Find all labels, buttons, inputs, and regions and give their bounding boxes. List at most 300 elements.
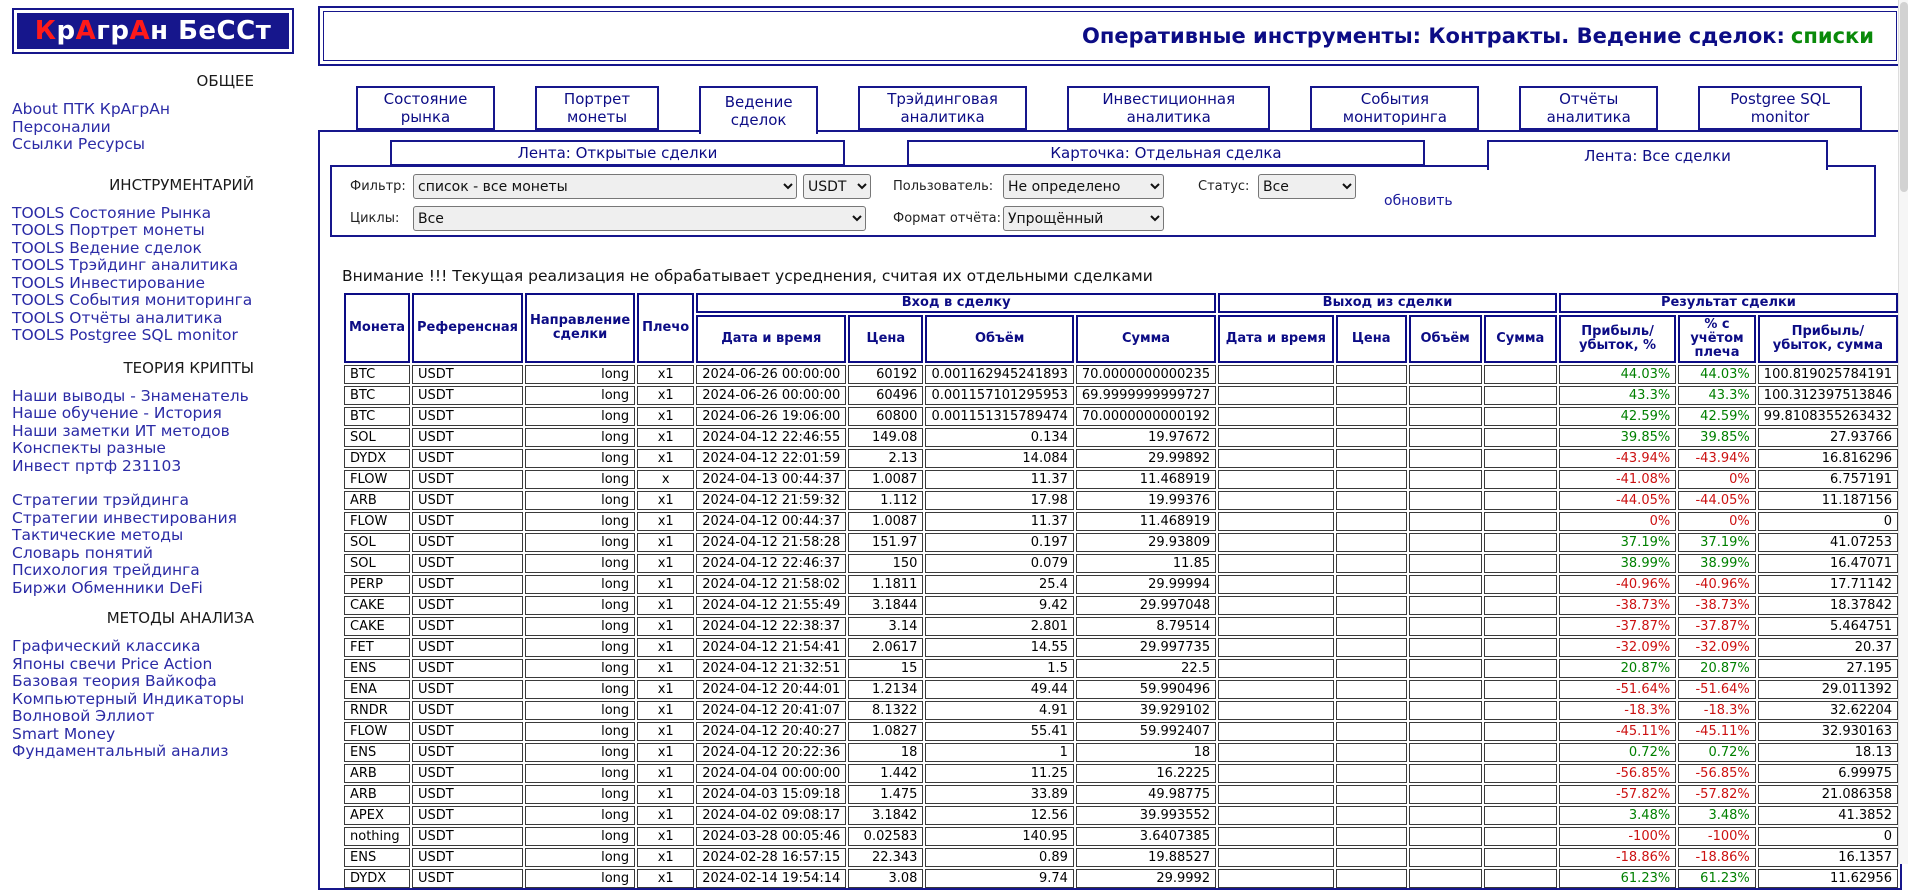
tab-6[interactable]: События мониторинга	[1310, 86, 1479, 130]
table-cell: 2024-04-12 00:44:37	[696, 512, 846, 531]
table-cell	[1484, 827, 1557, 846]
table-cell: 151.97	[848, 533, 923, 552]
table-cell: 0.079	[925, 554, 1073, 573]
table-cell	[1409, 638, 1482, 657]
table-cell: 1.112	[848, 491, 923, 510]
table-cell	[1484, 659, 1557, 678]
table-cell: 29.93809	[1076, 533, 1216, 552]
table-cell: -44.05%	[1678, 491, 1756, 510]
table-cell	[1218, 407, 1334, 426]
page-title	[1082, 24, 1874, 48]
table-cell: 3.08	[848, 869, 923, 888]
table-cell: 2024-04-12 21:59:32	[696, 491, 846, 510]
table-cell: 49.44	[925, 680, 1073, 699]
table-cell: 69.9999999999727	[1076, 386, 1216, 405]
table-cell	[1218, 512, 1334, 531]
table-cell: -44.05%	[1559, 491, 1676, 510]
table-cell: -51.64%	[1678, 680, 1756, 699]
table-cell: 0.001162945241893	[925, 365, 1073, 384]
table-cell: 6.99975	[1758, 764, 1898, 783]
table-cell: 2024-04-12 21:55:49	[696, 596, 846, 615]
table-cell: 70.0000000000192	[1076, 407, 1216, 426]
table-cell: long	[525, 533, 635, 552]
tab-3[interactable]: Ведение сделок	[699, 86, 818, 134]
sidebar-section-heading: ТЕОРИЯ КРИПТЫ	[123, 358, 254, 377]
table-cell: 41.07253	[1758, 533, 1898, 552]
table-cell: 39.929102	[1076, 701, 1216, 720]
table-cell: -43.94%	[1678, 449, 1756, 468]
table-cell: long	[525, 596, 635, 615]
table-cell: USDT	[412, 659, 523, 678]
table-cell: nothing	[344, 827, 410, 846]
table-cell: long	[525, 491, 635, 510]
table-cell: 3.1844	[848, 596, 923, 615]
sidebar-link[interactable]: TOOLS Отчёты аналитика	[12, 308, 223, 327]
table-row	[344, 869, 1898, 888]
table-cell: 2024-04-12 22:38:37	[696, 617, 846, 636]
table-cell	[1409, 869, 1482, 888]
table-cell: SOL	[344, 428, 410, 447]
table-cell: 1.475	[848, 785, 923, 804]
table-cell: long	[525, 806, 635, 825]
subtab-2[interactable]: Карточка: Отдельная сделка	[907, 140, 1425, 166]
table-cell	[1218, 533, 1334, 552]
table-cell	[1409, 701, 1482, 720]
sidebar-link[interactable]: About ПТК КрАгрАн	[12, 100, 170, 118]
table-cell	[1218, 386, 1334, 405]
table-cell: long	[525, 785, 635, 804]
table-cell: RNDR	[344, 701, 410, 720]
table-cell: 3.14	[848, 617, 923, 636]
table-cell	[1484, 701, 1557, 720]
table-row	[344, 554, 1898, 573]
table-cell: ENS	[344, 659, 410, 678]
app-logo[interactable]	[12, 8, 294, 54]
table-cell: 2.801	[925, 617, 1073, 636]
table-cell: 100.312397513846	[1758, 386, 1898, 405]
trades-table	[342, 291, 1900, 890]
group-header-exit: Выход из сделки	[1218, 293, 1557, 313]
table-cell: 11.468919	[1076, 512, 1216, 531]
table-cell: 0	[1758, 512, 1898, 531]
table-cell: 2024-06-26 19:06:00	[696, 407, 846, 426]
tab-4[interactable]: Трэйдинговая аналитика	[858, 86, 1027, 130]
table-cell: 20.87%	[1678, 659, 1756, 678]
col-header-direction: Направление сделки	[525, 293, 635, 363]
table-cell: -57.82%	[1678, 785, 1756, 804]
table-cell: long	[525, 848, 635, 867]
sidebar-link[interactable]: Словарь понятий	[12, 543, 153, 562]
table-cell	[1336, 386, 1407, 405]
table-cell: long	[525, 365, 635, 384]
col-header-pnl-percent: Прибыль/убыток, %	[1559, 315, 1676, 363]
table-cell: -32.09%	[1559, 638, 1676, 657]
table-cell: 32.62204	[1758, 701, 1898, 720]
sidebar-link[interactable]: TOOLS Состояние Рынка	[12, 203, 212, 222]
table-cell	[1409, 428, 1482, 447]
status-select[interactable]	[1258, 174, 1356, 199]
sidebar-link[interactable]: Фундаментальный анализ	[12, 742, 229, 760]
table-cell	[1218, 743, 1334, 762]
table-cell	[1484, 785, 1557, 804]
table-cell: BTC	[344, 386, 410, 405]
table-cell: 33.89	[925, 785, 1073, 804]
table-cell: 17.71142	[1758, 575, 1898, 594]
table-row	[344, 785, 1898, 804]
cycles-select[interactable]	[413, 206, 866, 231]
table-cell: 2024-04-12 22:46:55	[696, 428, 846, 447]
table-cell: -100%	[1678, 827, 1756, 846]
table-cell: 29.997735	[1076, 638, 1216, 657]
col-header-exit-sum: Сумма	[1484, 315, 1557, 363]
table-cell: FLOW	[344, 512, 410, 531]
table-cell: 3.6407385	[1076, 827, 1216, 846]
table-cell: x1	[637, 575, 694, 594]
main-area	[318, 0, 1902, 890]
logo-text	[35, 16, 272, 46]
sidebar-link[interactable]: Графический классика	[12, 637, 201, 655]
table-cell	[1484, 470, 1557, 489]
table-cell: 27.195	[1758, 659, 1898, 678]
refresh-link[interactable]: обновить	[1384, 193, 1453, 209]
sidebar-link[interactable]: Базовая теория Вайкофа	[12, 672, 217, 690]
col-header-leverage: Плечо	[637, 293, 694, 363]
table-cell: 11.187156	[1758, 491, 1898, 510]
table-cell: 70.0000000000235	[1076, 365, 1216, 384]
logo-text-part: К	[34, 16, 57, 46]
sidebar-link[interactable]: Волновой Эллиот	[12, 707, 155, 725]
table-cell: 6.757191	[1758, 470, 1898, 489]
table-cell	[1336, 428, 1407, 447]
table-cell: 2024-04-12 21:58:28	[696, 533, 846, 552]
table-cell	[1336, 533, 1407, 552]
table-cell: long	[525, 869, 635, 888]
table-cell: 18	[848, 743, 923, 762]
table-cell: ENS	[344, 848, 410, 867]
table-cell: 1.442	[848, 764, 923, 783]
tab-7[interactable]: Отчёты аналитика	[1519, 86, 1658, 130]
table-cell	[1336, 659, 1407, 678]
table-cell: -38.73%	[1678, 596, 1756, 615]
sidebar-link[interactable]: TOOLS Трэйдинг аналитика	[12, 256, 239, 274]
table-cell: 11.468919	[1076, 470, 1216, 489]
table-row	[344, 764, 1898, 783]
table-cell	[1484, 764, 1557, 783]
col-header-reference: Референсная	[412, 293, 523, 363]
table-cell: 0.89	[925, 848, 1073, 867]
table-cell: 9.74	[925, 869, 1073, 888]
table-cell: 3.48%	[1559, 806, 1676, 825]
sidebar-link[interactable]: Ссылки Ресурсы	[12, 135, 146, 153]
table-row	[344, 743, 1898, 762]
table-cell: -40.96%	[1559, 575, 1676, 594]
table-cell	[1218, 596, 1334, 615]
table-row	[344, 428, 1898, 447]
table-cell: 0.197	[925, 533, 1073, 552]
table-cell: long	[525, 617, 635, 636]
table-cell: USDT	[412, 554, 523, 573]
table-row	[344, 596, 1898, 615]
table-cell: x1	[637, 365, 694, 384]
table-cell: 1.0827	[848, 722, 923, 741]
table-cell: USDT	[412, 428, 523, 447]
table-cell: 0.72%	[1559, 743, 1676, 762]
table-cell: 2024-04-12 22:01:59	[696, 449, 846, 468]
table-cell: 22.343	[848, 848, 923, 867]
table-cell	[1336, 743, 1407, 762]
table-row	[344, 722, 1898, 741]
table-cell: USDT	[412, 827, 523, 846]
table-cell	[1336, 680, 1407, 699]
table-cell	[1409, 743, 1482, 762]
table-cell: x1	[637, 428, 694, 447]
table-row	[344, 806, 1898, 825]
table-cell: 19.88527	[1076, 848, 1216, 867]
table-cell: -45.11%	[1559, 722, 1676, 741]
table-cell: 0%	[1678, 470, 1756, 489]
logo-text-part: н БеССт	[150, 16, 272, 46]
table-cell	[1336, 848, 1407, 867]
table-cell	[1336, 575, 1407, 594]
table-cell	[1484, 365, 1557, 384]
table-cell: DYDX	[344, 449, 410, 468]
table-cell: USDT	[412, 386, 523, 405]
table-cell: 99.8108355263432	[1758, 407, 1898, 426]
table-cell	[1336, 617, 1407, 636]
table-cell	[1484, 575, 1557, 594]
sidebar-link[interactable]: Тактические методы	[12, 526, 184, 544]
table-cell	[1409, 470, 1482, 489]
sidebar-link[interactable]: Конспекты разные	[12, 439, 166, 457]
table-cell: x1	[637, 659, 694, 678]
table-cell: 16.47071	[1758, 554, 1898, 573]
sidebar-link[interactable]: Smart Money	[12, 724, 116, 743]
table-cell: long	[525, 764, 635, 783]
sidebar-link[interactable]: Наши выводы - Знаменатель	[12, 386, 249, 405]
sidebar-link[interactable]: Японы свечи Price Action	[12, 654, 213, 673]
table-cell	[1218, 491, 1334, 510]
subtab-3[interactable]: Лента: Все сделки	[1487, 140, 1828, 170]
col-header-coin: Монета	[344, 293, 410, 363]
table-cell: x1	[637, 701, 694, 720]
table-cell: 2024-04-04 00:00:00	[696, 764, 846, 783]
table-cell: 29.99994	[1076, 575, 1216, 594]
tab-8[interactable]: Postgree SQL monitor	[1698, 86, 1862, 130]
table-cell: 43.3%	[1678, 386, 1756, 405]
table-cell: 32.930163	[1758, 722, 1898, 741]
sidebar-link[interactable]: TOOLS События мониторинга	[12, 291, 253, 309]
table-cell: x1	[637, 764, 694, 783]
table-cell: USDT	[412, 785, 523, 804]
coin-list-select[interactable]	[413, 174, 797, 199]
table-cell: 16.1357	[1758, 848, 1898, 867]
table-cell: 0	[1758, 827, 1898, 846]
sidebar-link[interactable]: Биржи Обменники DeFi	[12, 578, 203, 597]
col-header-entry-datetime: Дата и время	[696, 315, 846, 363]
sidebar-nav	[12, 72, 296, 761]
table-cell: x1	[637, 869, 694, 888]
table-cell: USDT	[412, 407, 523, 426]
table-cell	[1409, 491, 1482, 510]
table-cell: x1	[637, 827, 694, 846]
table-cell	[1218, 869, 1334, 888]
table-cell	[1218, 470, 1334, 489]
table-cell: USDT	[412, 596, 523, 615]
table-row	[344, 617, 1898, 636]
table-cell: 1.1811	[848, 575, 923, 594]
sidebar-link[interactable]: Инвест пртф 231103	[12, 456, 182, 475]
page-title-text: Оперативные инструменты: Контракты. Ведение сделок:	[1082, 24, 1785, 48]
table-cell: 2024-04-12 22:46:37	[696, 554, 846, 573]
table-row	[344, 386, 1898, 405]
sidebar-link[interactable]: TOOLS Инвестирование	[12, 273, 205, 292]
table-cell: 2024-04-12 21:32:51	[696, 659, 846, 678]
table-row	[344, 512, 1898, 531]
table-cell: SOL	[344, 533, 410, 552]
sidebar	[12, 8, 296, 761]
tab-1[interactable]: Состояние рынка	[356, 86, 495, 130]
content-panel	[318, 130, 1902, 890]
table-cell: CAKE	[344, 617, 410, 636]
table-cell: long	[525, 827, 635, 846]
table-cell: -37.87%	[1559, 617, 1676, 636]
user-select[interactable]	[1003, 174, 1164, 199]
table-cell: 44.03%	[1678, 365, 1756, 384]
table-cell	[1484, 596, 1557, 615]
sidebar-link[interactable]: Персоналии	[12, 117, 111, 136]
table-cell: long	[525, 722, 635, 741]
table-cell: 9.42	[925, 596, 1073, 615]
table-cell: 0%	[1678, 512, 1756, 531]
warning-text: Внимание !!! Текущая реализация не обрабатывает усреднения, считая их отдельными сделками	[342, 267, 1153, 285]
table-cell: 11.37	[925, 470, 1073, 489]
table-cell	[1484, 449, 1557, 468]
table-cell: 1.0087	[848, 470, 923, 489]
sidebar-link[interactable]: Психология трейдинга	[12, 561, 200, 579]
table-cell	[1409, 575, 1482, 594]
table-cell	[1484, 407, 1557, 426]
table-cell: 14.084	[925, 449, 1073, 468]
table-cell: 2024-04-12 21:54:41	[696, 638, 846, 657]
table-cell	[1336, 470, 1407, 489]
table-row	[344, 449, 1898, 468]
sidebar-link[interactable]: Компьютерный Индикаторы	[12, 689, 245, 708]
table-cell: long	[525, 659, 635, 678]
table-cell: 149.08	[848, 428, 923, 447]
table-cell: -18.3%	[1678, 701, 1756, 720]
table-cell	[1218, 575, 1334, 594]
table-cell: 60800	[848, 407, 923, 426]
sidebar-link[interactable]: TOOLS Postgree SQL monitor	[12, 326, 238, 344]
table-cell: -38.73%	[1559, 596, 1676, 615]
table-cell: 27.93766	[1758, 428, 1898, 447]
table-cell: 21.086358	[1758, 785, 1898, 804]
table-cell: 29.9992	[1076, 869, 1216, 888]
table-row	[344, 491, 1898, 510]
table-cell	[1484, 743, 1557, 762]
table-cell: 41.3852	[1758, 806, 1898, 825]
table-cell: x1	[637, 617, 694, 636]
table-cell: 11.25	[925, 764, 1073, 783]
table-cell	[1218, 638, 1334, 657]
sidebar-link[interactable]: TOOLS Портрет монеты	[12, 221, 205, 239]
sidebar-link[interactable]: Стратегии трэйдинга	[12, 491, 189, 509]
table-cell: 2024-04-03 15:09:18	[696, 785, 846, 804]
report-format-select[interactable]	[1003, 206, 1164, 231]
table-cell	[1484, 617, 1557, 636]
table-cell: 4.91	[925, 701, 1073, 720]
table-cell: long	[525, 386, 635, 405]
table-cell: 42.59%	[1559, 407, 1676, 426]
sidebar-link[interactable]: Наше обучение - История	[12, 404, 222, 422]
page-title-highlight: списки	[1790, 24, 1874, 48]
subtab-1[interactable]: Лента: Открытые сделки	[390, 140, 845, 166]
table-cell: 2024-04-12 20:44:01	[696, 680, 846, 699]
table-cell	[1336, 449, 1407, 468]
table-cell: 1.2134	[848, 680, 923, 699]
table-cell: long	[525, 428, 635, 447]
table-cell: 39.993552	[1076, 806, 1216, 825]
sidebar-link[interactable]: TOOLS Ведение сделок	[12, 238, 202, 257]
tab-2[interactable]: Портрет монеты	[535, 86, 659, 130]
table-cell: 2.13	[848, 449, 923, 468]
table-cell: x1	[637, 449, 694, 468]
table-cell	[1409, 806, 1482, 825]
table-cell: x1	[637, 554, 694, 573]
table-row	[344, 659, 1898, 678]
table-cell	[1409, 596, 1482, 615]
table-cell: long	[525, 554, 635, 573]
table-cell: -40.96%	[1678, 575, 1756, 594]
table-cell	[1218, 428, 1334, 447]
sidebar-link[interactable]: Стратегии инвестирования	[12, 508, 237, 527]
table-cell: 0.001157101295953	[925, 386, 1073, 405]
table-cell: USDT	[412, 365, 523, 384]
table-cell: x1	[637, 533, 694, 552]
sidebar-section-heading: ИНСТРУМЕНТАРИЙ	[109, 175, 254, 194]
logo-text-part: гр	[96, 16, 130, 46]
col-header-pnl-leverage-percent: % с учётом плеча	[1678, 315, 1756, 363]
table-cell: 20.37	[1758, 638, 1898, 657]
table-cell: 49.98775	[1076, 785, 1216, 804]
table-cell: 0%	[1559, 512, 1676, 531]
table-cell: -56.85%	[1678, 764, 1756, 783]
tab-5[interactable]: Инвестиционная аналитика	[1067, 86, 1271, 130]
table-cell: long	[525, 449, 635, 468]
table-cell	[1409, 722, 1482, 741]
title-box	[318, 6, 1902, 66]
table-cell: APEX	[344, 806, 410, 825]
table-cell	[1409, 617, 1482, 636]
table-cell: x1	[637, 407, 694, 426]
table-cell: FET	[344, 638, 410, 657]
table-cell	[1218, 722, 1334, 741]
table-cell: 140.95	[925, 827, 1073, 846]
table-cell: 2024-04-02 09:08:17	[696, 806, 846, 825]
table-cell: -37.87%	[1678, 617, 1756, 636]
table-row	[344, 575, 1898, 594]
sidebar-link[interactable]: Наши заметки ИТ методов	[12, 421, 230, 440]
table-cell: 29.99892	[1076, 449, 1216, 468]
table-cell: 2024-03-28 00:05:46	[696, 827, 846, 846]
table-cell: PERP	[344, 575, 410, 594]
table-cell: x1	[637, 806, 694, 825]
currency-select[interactable]	[803, 174, 871, 199]
table-cell: 1.0087	[848, 512, 923, 531]
table-cell: USDT	[412, 764, 523, 783]
report-format-label: Формат отчёта:	[893, 211, 1001, 226]
table-cell	[1409, 785, 1482, 804]
